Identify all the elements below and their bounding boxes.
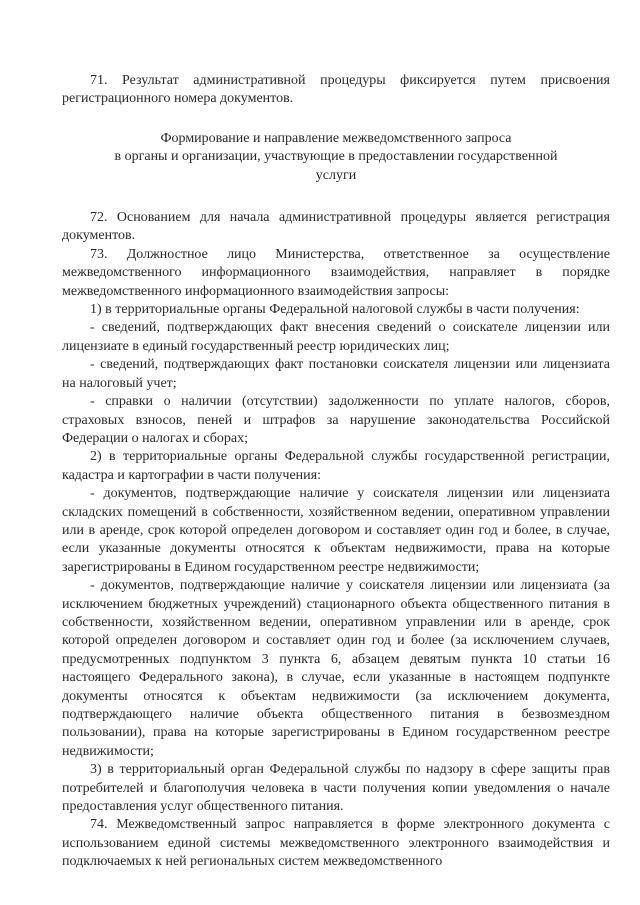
- paragraph-73-2: 2) в территориальные органы Федеральной службы государственной регистрации, кадастра и картографии в части получения:: [62, 449, 610, 483]
- paragraph-71: 71. Результат административной процедуры фиксируется путем присвоения регистрационного номера документов.: [62, 73, 610, 107]
- paragraph-73-2b: - документов, подтверждающие наличие у соискателя лицензии или лицензиата (за исключением бюджетных учреждений) стационарного объекта общественного питания в собственности, хозяйственном ведении, оперативном управлении или в аренде, срок которой определен договором и составляет один год и более (за исключением случаев, предусмотренных подпунктом 3 пункта 6, абзацем девятым пункта 10 статьи 16 настоящего Федерального закона), в случае, если указанные в настоящем подпункте документы относятся к объектам недвижимости (за исключением документа, подтверждающего наличие объекта общественного питания в безвозмездном пользовании), права на которые зарегистрированы в Едином государственном реестре недвижимости;: [62, 578, 610, 759]
- paragraph-73-3: 3) в территориальный орган Федеральной службы по надзору в сфере защиты прав потребителей и благополучия человека в части получения копии уведомления о начале предоставления услуг общественного питания.: [62, 762, 610, 815]
- paragraph-72: 72. Основанием для начала административной процедуры является регистрация документов.: [62, 210, 610, 244]
- paragraph-73-1a: - сведений, подтверждающих факт внесения сведений о соискателе лицензии или лицензиате в единый государственный реестр юридических лиц;: [62, 320, 610, 354]
- section-title: [62, 130, 610, 185]
- section-title-line-1: Формирование и направление межведомственного запроса: [160, 130, 512, 146]
- section-title-line-3: услуги: [315, 167, 357, 183]
- paragraph-74: 74. Межведомственный запрос направляется в форме электронного документа с использованием единой системы межведомственного электронного взаимодействия и подключаемых к ней региональных систем межведомственного: [62, 817, 610, 870]
- paragraph-73: 73. Должностное лицо Министерства, ответственное за осуществление межведомственного информационного взаимодействия, направляет в порядке межведомственного информационного взаимодействия запросы:: [62, 246, 610, 299]
- section-title-line-2: в органы и организации, участвующие в предоставлении государственной: [114, 149, 558, 165]
- paragraph-73-1c: - справки о наличии (отсутствии) задолженности по уплате налогов, сборов, страховых взносов, пеней и штрафов за нарушение законодательства Российской Федерации о налогах и сборах;: [62, 394, 610, 446]
- paragraph-73-2a: - документов, подтверждающие наличие у соискателя лицензии или лицензиата складских помещений в собственности, хозяйственном ведении, оперативном управлении или в аренде, срок которой определен договором и составляет один год и более, в случае, если указанные документы относятся к объектам недвижимости, права на которые зарегистрированы в Едином государственном реестре недвижимости;: [62, 486, 610, 575]
- paragraph-73-1b: - сведений, подтверждающих факт постановки соискателя лицензии или лицензиата на налоговый учет;: [62, 357, 610, 391]
- paragraph-73-1: 1) в территориальные органы Федеральной налоговой службы в части получения:: [90, 302, 580, 318]
